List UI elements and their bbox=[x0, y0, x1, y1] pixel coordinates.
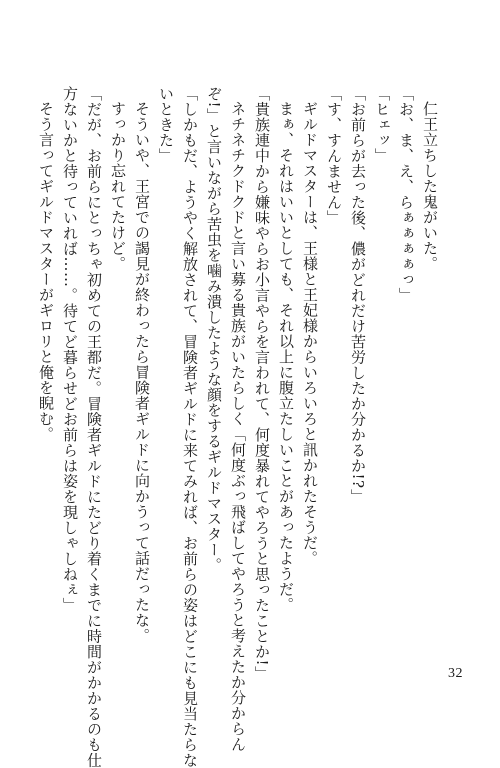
text-line: 「お前らが去った後、儂がどれだけ苦労したか分かるか!?」 bbox=[349, 86, 367, 505]
text-line: 「しかもだ、ようやく解放されて、冒険者ギルドに来てみれば、お前らの姿はどこにも見当たらな bbox=[181, 86, 199, 768]
text-line: ネチネチクドクドと言い募る貴族がいたらしく「何度ぶっ飛ばしてやろうと考えたか分からん bbox=[229, 101, 247, 752]
vertical-text-body bbox=[37, 86, 442, 768]
text-line: まぁ、それはいいとしても、それ以上に腹立たしいことがあったようだ。 bbox=[277, 101, 295, 613]
text-line: そう言ってギルドマスターがギロリと俺を睨む。 bbox=[37, 101, 55, 442]
text-line: ぞ!」と言いながら苦虫を噛み潰したような顔をするギルドマスター。 bbox=[205, 86, 223, 574]
text-line: すっかり忘れてたけど。 bbox=[109, 101, 127, 272]
text-line: そういや、王宮での謁見が終わったら冒険者ギルドに向かうって話だったな。 bbox=[133, 101, 151, 644]
text-line: 「お、ま、え、らぁぁぁぁっ」 bbox=[397, 86, 415, 303]
text-line: 「だが、お前らにとっちゃ初めての王都だ。冒険者ギルドにたどり着くまでに時間がかかるのも仕 bbox=[85, 86, 103, 768]
text-line: 「す、すんません」 bbox=[325, 86, 343, 226]
text-line: 仁王立ちした鬼がいた。 bbox=[421, 101, 439, 272]
text-line: いときた」 bbox=[157, 86, 175, 164]
text-line: 「ヒェッ」 bbox=[373, 86, 391, 164]
text-line: 方ないかと待っていれば……。待てど暮らせどお前らは姿を現しゃしねぇ」 bbox=[61, 86, 79, 613]
text-line: 「貴族連中から嫌味やらお小言やらを言われて、何度暴れてやろうと思ったことか!」 bbox=[253, 86, 271, 682]
page-number: 32 bbox=[448, 666, 463, 681]
text-line: ギルドマスターは、王様と王妃様からいろいろと訊かれたそうだ。 bbox=[301, 101, 319, 566]
